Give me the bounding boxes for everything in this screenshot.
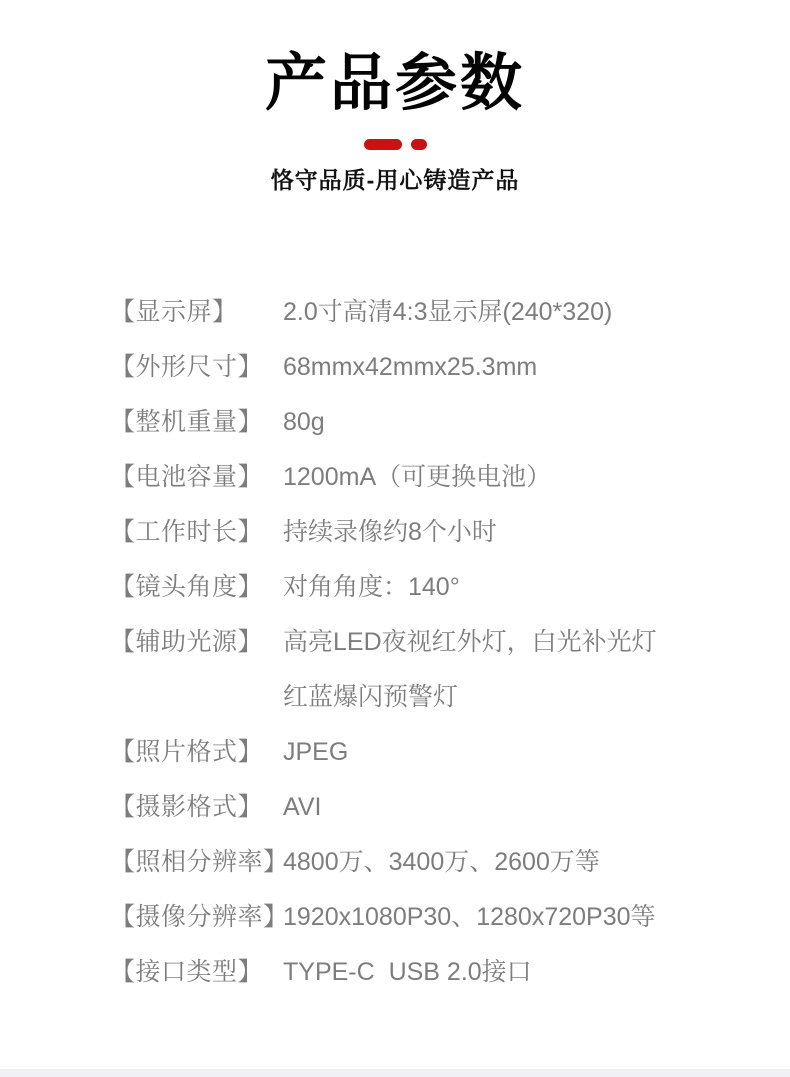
spec-label: 【摄影格式】 <box>110 793 264 821</box>
spec-label: 【显示屏】 <box>110 298 238 326</box>
spec-value <box>283 295 754 329</box>
spec-label: 【辅助光源】 <box>110 628 264 656</box>
spec-value-line: 68mmx42mmx25.3mm <box>283 353 538 381</box>
spec-value <box>283 735 754 769</box>
spec-value-line: 80g <box>283 408 325 436</box>
spec-label: 【摄像分辨率】 <box>110 903 289 931</box>
spec-value <box>283 350 754 384</box>
spec-value-line: 1920x1080P30、1280x720P30等 <box>283 903 656 931</box>
spec-value <box>283 790 754 824</box>
spec-label: 【外形尺寸】 <box>110 353 264 381</box>
spec-row <box>110 955 754 989</box>
spec-row <box>110 625 754 714</box>
spec-row <box>110 515 754 549</box>
spec-value <box>283 405 754 439</box>
spec-row <box>110 790 754 824</box>
spec-label: 【工作时长】 <box>110 518 264 546</box>
spec-row <box>110 405 754 439</box>
spec-label: 【镜头角度】 <box>110 573 264 601</box>
spec-row <box>110 350 754 384</box>
spec-value-line: JPEG <box>283 738 349 766</box>
page-title: 产品参数 <box>264 49 525 118</box>
bottom-strip <box>0 1069 790 1077</box>
spec-label: 【整机重量】 <box>110 408 264 436</box>
spec-row <box>110 570 754 604</box>
spec-row <box>110 845 754 879</box>
divider-dash-long-icon <box>364 139 402 150</box>
spec-label: 【接口类型】 <box>110 958 264 986</box>
spec-value-line: 持续录像约8个小时 <box>283 518 497 546</box>
spec-value <box>283 900 754 934</box>
spec-value <box>283 460 754 494</box>
spec-value-line: 4800万、3400万、2600万等 <box>283 848 600 876</box>
spec-value <box>283 845 754 879</box>
spec-value <box>283 515 754 549</box>
spec-value <box>283 955 754 989</box>
spec-value-line: TYPE-C USB 2.0接口 <box>283 958 532 986</box>
spec-value <box>283 625 754 714</box>
spec-value-line: 高亮LED夜视红外灯，白光补光灯 <box>283 628 657 656</box>
spec-label: 【电池容量】 <box>110 463 264 491</box>
spec-row <box>110 460 754 494</box>
spec-value-line: 1200mA（可更换电池） <box>283 463 552 491</box>
spec-value-line2: 红蓝爆闪预警灯 <box>283 683 459 711</box>
divider-dash-short-icon <box>411 139 427 150</box>
spec-value-line: 对角角度：140° <box>283 573 460 601</box>
spec-value <box>283 570 754 604</box>
title-divider <box>0 139 790 150</box>
spec-row <box>110 900 754 934</box>
spec-row <box>110 735 754 769</box>
spec-list <box>0 295 790 989</box>
spec-label: 【照片格式】 <box>110 738 264 766</box>
spec-label: 【照相分辨率】 <box>110 848 289 876</box>
spec-value-line: 2.0寸高清4:3显示屏(240*320) <box>283 298 613 326</box>
header <box>0 0 790 195</box>
page-subtitle: 恪守品质-用心铸造产品 <box>270 167 520 193</box>
spec-value-line: AVI <box>283 793 322 821</box>
spec-row <box>110 295 754 329</box>
